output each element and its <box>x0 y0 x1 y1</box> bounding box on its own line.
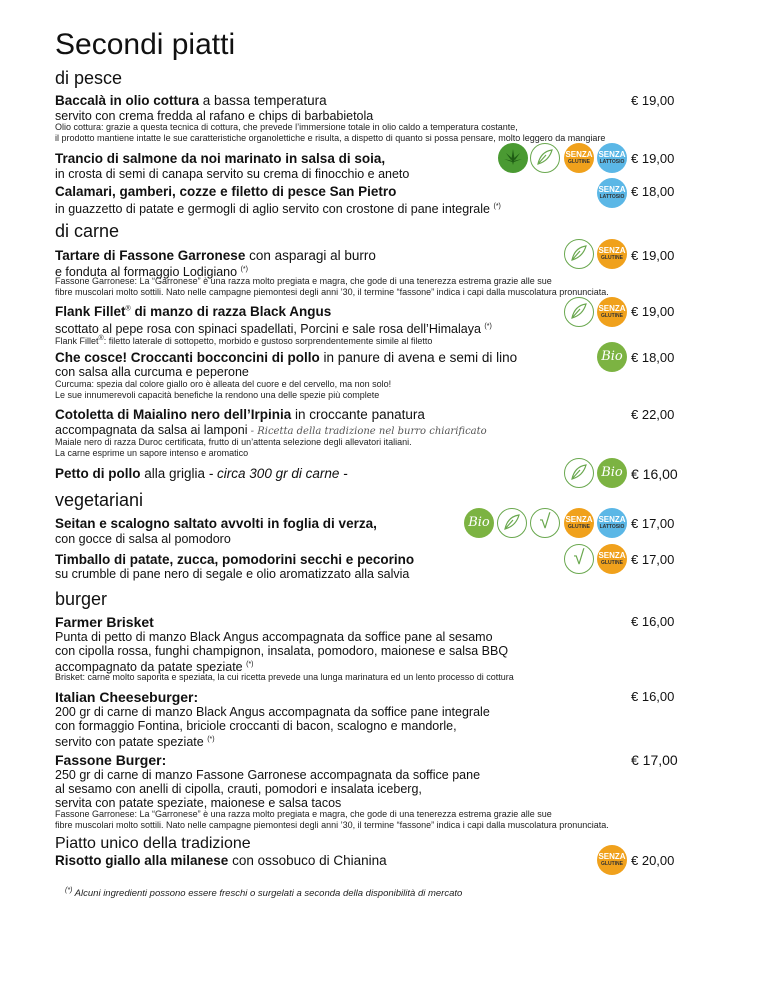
item-tartare-price: € 19,00 <box>631 248 675 263</box>
item-farmer-desc: Punta di petto di manzo Black Angus accompagnata da soffice pane al sesamo <box>55 630 493 644</box>
bio-icon: Bio <box>464 508 494 538</box>
item-risotto-name: Risotto giallo alla milanese con ossobuco di Chianina <box>55 853 387 868</box>
item-farmer-name: Farmer Brisket <box>55 614 154 630</box>
item-calamari-name: Calamari, gamberi, cozze e filetto di pesce San Pietro <box>55 184 397 199</box>
item-fassone-desc: 250 gr di carne di manzo Fassone Garronese accompagnata da soffice pane <box>55 768 481 782</box>
senza-lattosio-icon: SENZA LATTOSIO <box>597 143 627 173</box>
hemp-leaf-icon <box>498 143 528 173</box>
item-salmone-desc: in crosta di semi di canapa servito su crema di finocchio e aneto <box>55 167 410 181</box>
item-seitan-name: Seitan e scalogno saltato avvolti in foglia di verza, <box>55 516 377 531</box>
leaf-icon <box>497 508 527 538</box>
item-farmer-note: Brisket: carne molto saporita e speziata, la cui ricetta prevede una lunga marinatura ed un lento processo di cottura <box>55 672 514 682</box>
item-petto-name: Petto di pollo alla griglia - circa 300 gr di carne - <box>55 466 348 481</box>
item-tartare-name: Tartare di Fassone Garronese con asparagi al burro <box>55 248 376 263</box>
bio-icon: Bio <box>597 458 627 488</box>
item-flank-note: Flank Fillet®: filetto laterale di sottopetto, morbido e gustoso sorprendentemente simile al filetto <box>55 335 433 346</box>
item-tartare-note-2: fibre muscolari molto sottili. Nato nelle campagne piemontesi degli anni ’30, il termine “fassone” indica i capi dalla muscolatura pronunciata. <box>55 287 609 297</box>
item-calamari-desc: in guazzetto di patate e germogli di aglio servito con crostone di pane integrale (*) <box>55 202 501 217</box>
item-farmer-desc-3: accompagnato da patate speziate (*) <box>55 660 254 675</box>
item-italian-desc-3: servito con patate speziate (*) <box>55 735 215 750</box>
item-flank-name: Flank Fillet® di manzo di razza Black Angus <box>55 304 332 319</box>
item-timballo-desc: su crumble di pane nero di segale e olio aromatizzato alla salvia <box>55 567 410 581</box>
item-fassone-note: Fassone Garronese: La “Garronese” è una razza molto pregiata e magra, che gode di una tenerezza estrema grazie alle sue <box>55 809 552 819</box>
senza-glutine-icon: SENZA GLUTINE <box>597 239 627 269</box>
item-italian-desc: 200 gr di carne di manzo Black Angus accompagnata da soffice pane integrale <box>55 705 490 719</box>
item-cotoletta-name: Cotoletta di Maialino nero dell’Irpinia in croccante panatura <box>55 407 425 422</box>
item-flank-desc: scottato al pepe rosa con spinaci spadellati, Porcini e sale rosa dell’Himalaya (*) <box>55 322 492 337</box>
senza-glutine-icon: SENZA GLUTINE <box>597 845 627 875</box>
item-calamari-price: € 18,00 <box>631 184 675 199</box>
item-salmone-price: € 19,00 <box>631 151 675 166</box>
leaf-icon <box>530 143 560 173</box>
item-baccala-price: € 19,00 <box>631 93 675 108</box>
item-risotto-price: € 20,00 <box>631 853 675 868</box>
footnote: (*) Alcuni ingredienti possono essere freschi o surgelati a seconda della disponibilità di mercato <box>65 887 463 900</box>
senza-glutine-icon: SENZA GLUTINE <box>597 544 627 574</box>
item-italian-name: Italian Cheeseburger: <box>55 689 199 705</box>
item-cosce-desc: con salsa alla curcuma e peperone <box>55 365 249 379</box>
item-italian-price: € 16,00 <box>631 689 675 704</box>
item-fassone-desc-3: servita con patate speziate, maionese e salsa tacos <box>55 796 342 810</box>
senza-lattosio-icon: SENZA LATTOSIO <box>597 178 627 208</box>
vegan-check-icon: √ <box>564 544 594 574</box>
item-flank-price: € 19,00 <box>631 304 675 319</box>
item-baccala-note-2: il prodotto mantiene intatte le sue caratteristiche organolettiche e risulta, a dispetto di quanto si possa pensare, molto leggero da mangiare <box>55 133 606 143</box>
item-fassone-note-2: fibre muscolari molto sottili. Nato nelle campagne piemontesi degli anni ’30, il termine “fassone” indica i capi dalla muscolatura pronunciata. <box>55 820 609 830</box>
senza-glutine-icon: SENZA GLUTINE <box>564 508 594 538</box>
bio-icon: Bio <box>597 342 627 372</box>
section-vegetariani: vegetariani <box>55 490 144 510</box>
item-seitan-price: € 17,00 <box>631 516 675 531</box>
item-petto-price: € 16,00 <box>631 466 678 482</box>
item-tartare-note: Fassone Garronese: La “Garronese” è una razza molto pregiata e magra, che gode di una tenerezza estrema grazie alle sue <box>55 276 552 286</box>
item-cosce-price: € 18,00 <box>631 350 675 365</box>
item-fassone-price: € 17,00 <box>631 752 678 768</box>
page-title: Secondi piatti <box>55 28 236 61</box>
item-cotoletta-price: € 22,00 <box>631 407 675 422</box>
item-farmer-price: € 16,00 <box>631 614 675 629</box>
item-cotoletta-note-2: La carne esprime un sapore intenso e aromatico <box>55 448 249 458</box>
item-italian-desc-2: con formaggio Fontina, briciole croccanti di bacon, scalogno e mandorle, <box>55 719 457 733</box>
senza-glutine-icon: SENZA GLUTINE <box>564 143 594 173</box>
item-cosce-note: Curcuma: spezia dal colore giallo oro è alleata del cuore e del cervello, ma non solo! <box>55 379 392 389</box>
section-carne: di carne <box>55 221 120 241</box>
leaf-icon <box>564 458 594 488</box>
item-fassone-name: Fassone Burger: <box>55 752 167 768</box>
item-salmone-name: Trancio di salmone da noi marinato in salsa di soia, <box>55 151 386 166</box>
section-pesce: di pesce <box>55 68 123 88</box>
item-timballo-name: Timballo di patate, zucca, pomodorini secchi e pecorino <box>55 552 415 567</box>
leaf-icon <box>564 239 594 269</box>
item-cotoletta-note: Maiale nero di razza Duroc certificata, frutto di un’attenta selezione degli allevatori italiani. <box>55 437 412 447</box>
section-burger: burger <box>55 589 108 609</box>
item-cotoletta-desc: accompagnata da salsa ai lamponi - Ricetta della tradizione nel burro chiarificato <box>55 423 487 437</box>
item-tartare-desc: e fonduta al formaggio Lodigiano (*) <box>55 265 248 280</box>
senza-lattosio-icon: SENZA LATTOSIO <box>597 508 627 538</box>
item-baccala-note: Olio cottura: grazie a questa tecnica di cottura, che prevede l’immersione totale in olio caldo a temperatura costante, <box>55 122 518 132</box>
item-seitan-desc: con gocce di salsa al pomodoro <box>55 532 231 546</box>
section-tradizione: Piatto unico della tradizione <box>55 835 251 852</box>
senza-glutine-icon: SENZA GLUTINE <box>597 297 627 327</box>
item-cosce-name: Che cosce! Croccanti bocconcini di pollo in panure di avena e semi di lino <box>55 350 518 365</box>
item-farmer-desc-2: con cipolla rossa, funghi champignon, insalata, pomodoro, maionese e salsa BBQ <box>55 644 509 658</box>
item-timballo-price: € 17,00 <box>631 552 675 567</box>
item-fassone-desc-2: al sesamo con anelli di cipolla, crauti, pomodori e insalata iceberg, <box>55 782 422 796</box>
item-cosce-note-2: Le sue innumerevoli capacità benefiche la rendono una delle spezie più complete <box>55 390 380 400</box>
item-baccala-name: Baccalà in olio cottura a bassa temperatura <box>55 93 327 108</box>
item-baccala-desc: servito con crema fredda al rafano e chips di barbabietola <box>55 109 374 123</box>
leaf-icon <box>564 297 594 327</box>
vegan-check-icon: √ <box>530 508 560 538</box>
